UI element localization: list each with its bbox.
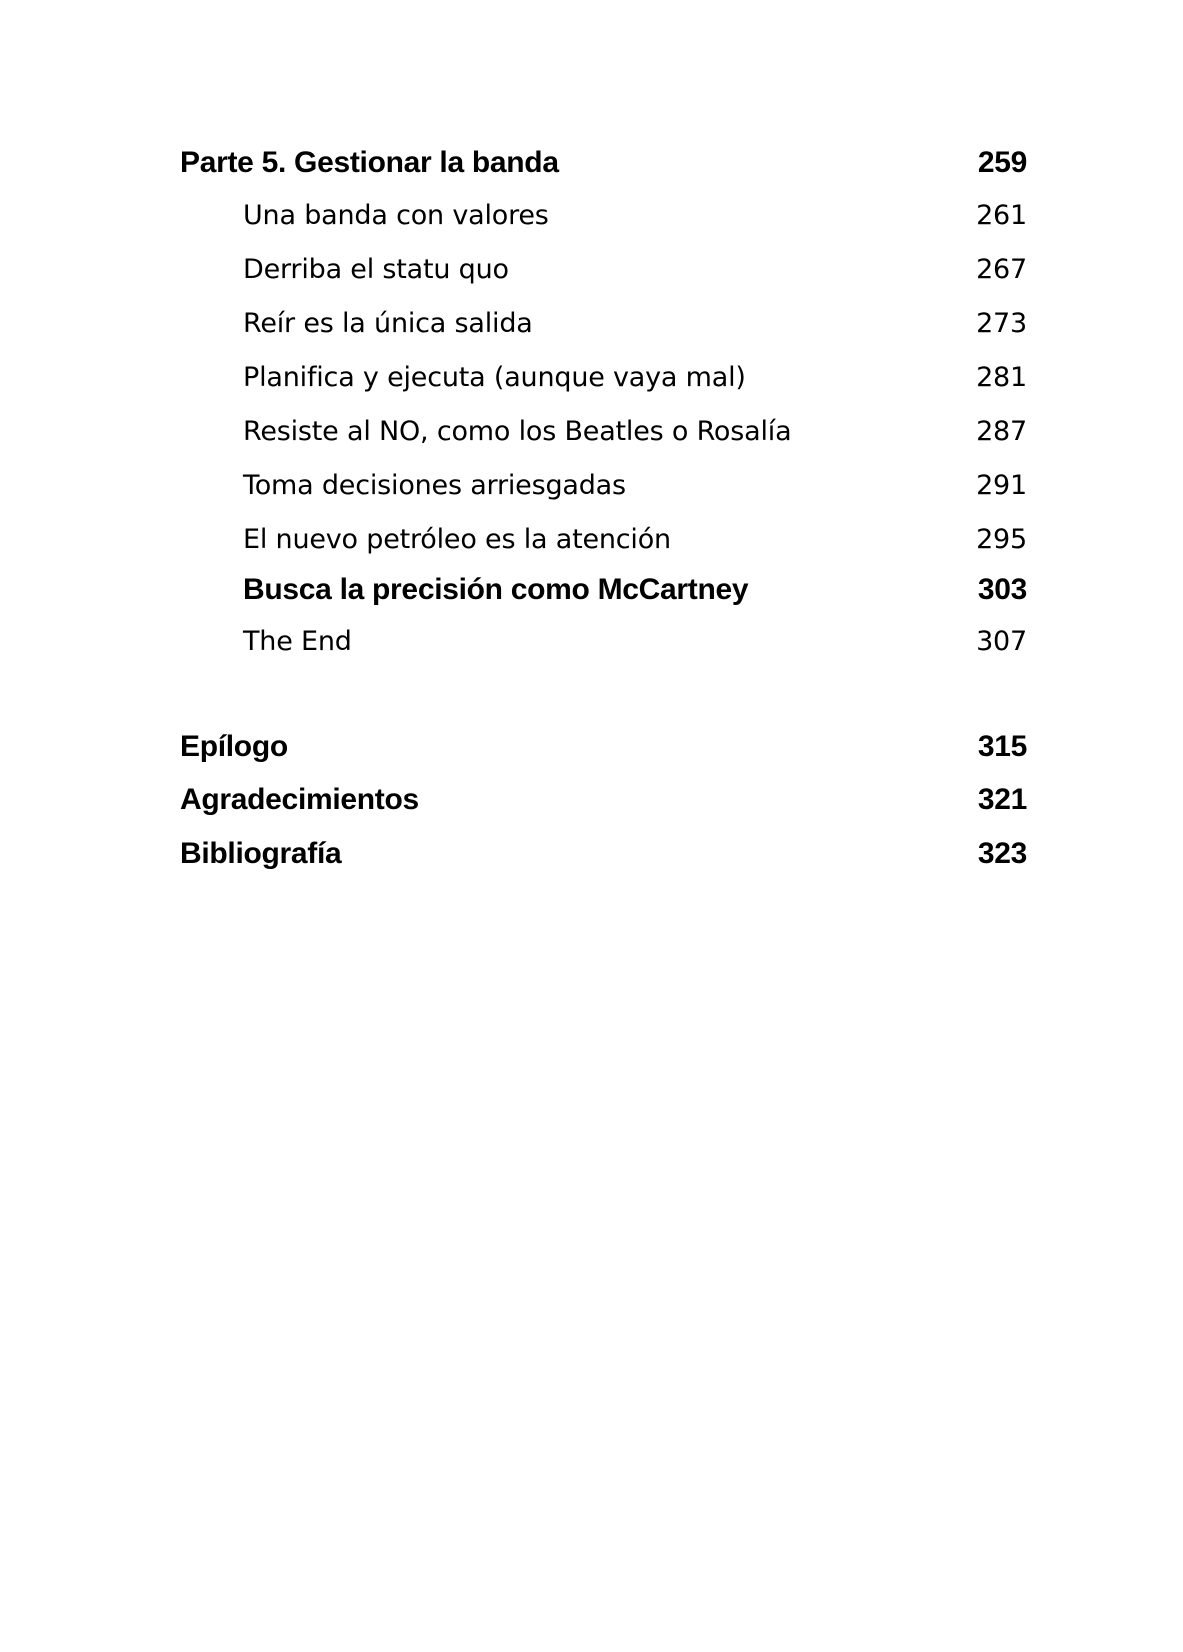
toc-entry-page: 261 bbox=[976, 200, 1027, 231]
toc-entry bbox=[180, 470, 1027, 501]
toc-entry-title: Resiste al NO, como los Beatles o Rosalía bbox=[243, 416, 792, 447]
toc-entry bbox=[180, 626, 1027, 657]
toc-entry bbox=[180, 200, 1027, 231]
toc-back-matter-page: 323 bbox=[977, 837, 1027, 870]
toc-entry-title: Derriba el statu quo bbox=[243, 254, 509, 285]
toc-entry-title: Reír es la única salida bbox=[243, 308, 533, 339]
toc-entry-page: 273 bbox=[976, 308, 1027, 339]
toc-back-matter-page: 321 bbox=[977, 783, 1027, 816]
toc-entry-page: 287 bbox=[976, 416, 1027, 447]
toc-part-page: 259 bbox=[977, 146, 1027, 179]
toc-entry-title: Una banda con valores bbox=[243, 200, 549, 231]
toc-entry-page: 307 bbox=[976, 626, 1027, 657]
toc-back-matter-title: Bibliografía bbox=[180, 837, 342, 870]
toc-entry-title: Busca la precisión como McCartney bbox=[243, 573, 749, 606]
toc-entry bbox=[180, 308, 1027, 339]
toc-part-title: Parte 5. Gestionar la banda bbox=[180, 146, 559, 179]
toc-entry-highlighted bbox=[180, 573, 1027, 607]
toc-entry-page: 281 bbox=[976, 362, 1027, 393]
toc-entry-page: 295 bbox=[976, 524, 1027, 555]
toc-entry-page: 303 bbox=[977, 573, 1027, 606]
toc-entry-title: Toma decisiones arriesgadas bbox=[243, 470, 626, 501]
toc-back-matter-entry bbox=[180, 730, 1027, 764]
toc-back-matter-entry bbox=[180, 783, 1027, 817]
toc-back-matter-page: 315 bbox=[977, 730, 1027, 763]
toc-entry-page: 291 bbox=[976, 470, 1027, 501]
toc-entry bbox=[180, 416, 1027, 447]
toc-entry bbox=[180, 254, 1027, 285]
toc-entry-title: Planifica y ejecuta (aunque vaya mal) bbox=[243, 362, 746, 393]
toc-entry bbox=[180, 524, 1027, 555]
toc-entry bbox=[180, 362, 1027, 393]
toc-back-matter-title: Epílogo bbox=[180, 730, 288, 763]
toc-part-heading bbox=[180, 146, 1027, 180]
toc-entry-page: 267 bbox=[976, 254, 1027, 285]
toc-back-matter-entry bbox=[180, 837, 1027, 871]
toc-entry-title: The End bbox=[243, 626, 352, 657]
toc-entry-title: El nuevo petróleo es la atención bbox=[243, 524, 671, 555]
toc-back-matter-title: Agradecimientos bbox=[180, 783, 419, 816]
